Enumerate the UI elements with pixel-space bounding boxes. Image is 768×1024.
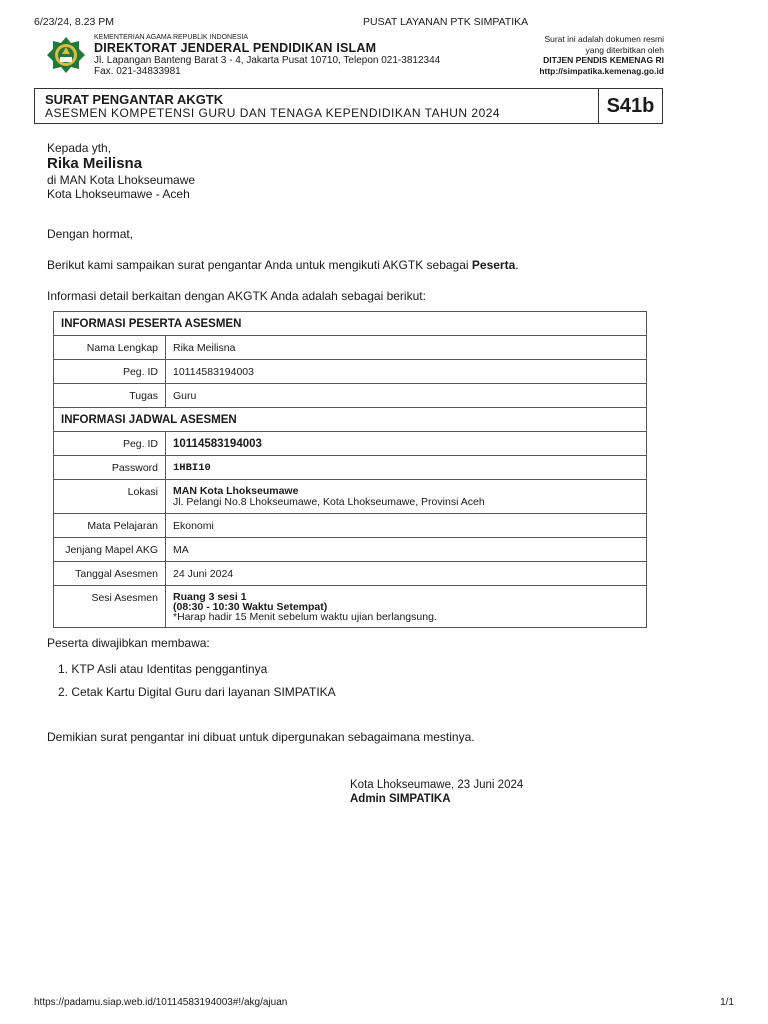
task-value: Guru <box>166 384 647 408</box>
print-page-title: PUSAT LAYANAN PTK SIMPATIKA <box>363 16 529 28</box>
pegid-value: 10114583194003 <box>166 360 647 384</box>
closing-paragraph: Demikian surat pengantar ini dibuat untuk dipergunakan sebagaimana mestinya. <box>47 730 475 744</box>
issuer-website: http://simpatika.kemenag.go.id <box>539 65 664 76</box>
date-value: 24 Juni 2024 <box>166 562 647 586</box>
table-row <box>54 586 647 628</box>
recipient-block <box>47 141 195 201</box>
table-row <box>54 456 647 480</box>
table-row <box>54 562 647 586</box>
table-row <box>54 336 647 360</box>
letter-code: S41b <box>598 89 662 123</box>
table-row <box>54 384 647 408</box>
table-row <box>54 480 647 514</box>
recipient-institution: di MAN Kota Lhokseumawe <box>47 173 196 187</box>
subject-value: Ekonomi <box>166 514 647 538</box>
intro-paragraph <box>47 258 519 272</box>
recipient-name: Rika Meilisna <box>47 155 143 172</box>
date-label: Tanggal Asesmen <box>54 562 166 586</box>
participant-section-header <box>54 312 647 336</box>
recipient-salutation: Kepada yth, <box>47 141 112 155</box>
greeting: Dengan hormat, <box>47 227 134 241</box>
letter-subtitle: ASESMEN KOMPETENSI GURU DAN TENAGA KEPENDIDIKAN TAHUN 2024 <box>45 106 501 120</box>
document-official-note <box>539 34 664 76</box>
schedule-header: INFORMASI JADWAL ASESMEN <box>54 408 647 432</box>
signature-block <box>350 778 523 806</box>
directorate-name: DIREKTORAT JENDERAL PENDIDIKAN ISLAM <box>94 41 377 55</box>
kemenag-logo-icon <box>46 36 86 74</box>
name-value: Rika Meilisna <box>166 336 647 360</box>
official-note-line2: yang diterbitkan oleh <box>585 44 664 55</box>
table-row <box>54 432 647 456</box>
requirements-intro: Peserta diwajibkan membawa: <box>47 636 210 650</box>
letter-title-box <box>34 88 663 124</box>
table-row <box>54 360 647 384</box>
list-item: 2. Cetak Kartu Digital Guru dari layanan SIMPATIKA <box>58 685 336 699</box>
subject-label: Mata Pelajaran <box>54 514 166 538</box>
recipient-city: Kota Lhokseumawe - Aceh <box>47 187 190 201</box>
intro-role: Peserta <box>471 258 516 272</box>
session-note: *Harap hadir 15 Menit sebelum waktu ujian berlangsung. <box>173 611 437 623</box>
location-label: Lokasi <box>54 480 166 514</box>
name-label: Nama Lengkap <box>54 336 166 360</box>
location-address: Jl. Pelangi No.8 Lhokseumawe, Kota Lhokseumawe, Provinsi Aceh <box>173 496 485 508</box>
ministry-name: KEMENTERIAN AGAMA REPUBLIK INDONESIA <box>94 34 249 41</box>
session-room: Ruang 3 sesi 1 <box>173 591 247 603</box>
location-name: MAN Kota Lhokseumawe <box>173 485 299 497</box>
print-datetime: 6/23/24, 8.23 PM <box>34 16 114 28</box>
office-address: Jl. Lapangan Banteng Barat 3 - 4, Jakarta Pusat 10710, Telepon 021-3812344 <box>94 55 441 66</box>
session-label: Sesi Asesmen <box>54 586 166 628</box>
print-footer <box>34 997 734 1008</box>
password-value: 1HBI10 <box>166 456 647 480</box>
office-fax: Fax. 021-34833981 <box>94 66 181 77</box>
participant-header: INFORMASI PESERTA ASESMEN <box>54 312 647 336</box>
issuer-name: DITJEN PENDIS KEMENAG RI <box>543 55 664 65</box>
intro-end: . <box>515 258 519 272</box>
print-header <box>34 16 734 30</box>
signature-signer: Admin SIMPATIKA <box>350 793 451 805</box>
schedule-section-header <box>54 408 647 432</box>
official-note-line1: Surat ini adalah dokumen resmi <box>544 34 664 44</box>
letter-title: SURAT PENGANTAR AKGTK <box>45 92 224 107</box>
list-item: 1. KTP Asli atau Identitas penggantinya <box>58 662 268 676</box>
session-time: (08:30 - 10:30 Waktu Setempat) <box>173 601 328 613</box>
task-label: Tugas <box>54 384 166 408</box>
password-label: Password <box>54 456 166 480</box>
signature-place-date: Kota Lhokseumawe, 23 Juni 2024 <box>350 779 524 791</box>
table-row <box>54 538 647 562</box>
assessment-info-table <box>53 311 647 628</box>
page-url: https://padamu.siap.web.id/10114583194003#!/akg/ajuan <box>34 997 288 1008</box>
pegid-label: Peg. ID <box>54 360 166 384</box>
page-number: 1/1 <box>720 997 734 1008</box>
intro-text: Berikut kami sampaikan surat pengantar Anda untuk mengikuti AKGTK sebagai <box>47 258 472 272</box>
schedule-pegid-value: 10114583194003 <box>166 432 647 456</box>
table-row <box>54 514 647 538</box>
level-label: Jenjang Mapel AKG <box>54 538 166 562</box>
level-value: MA <box>166 538 647 562</box>
schedule-pegid-label: Peg. ID <box>54 432 166 456</box>
details-intro: Informasi detail berkaitan dengan AKGTK Anda adalah sebagai berikut: <box>47 289 426 303</box>
